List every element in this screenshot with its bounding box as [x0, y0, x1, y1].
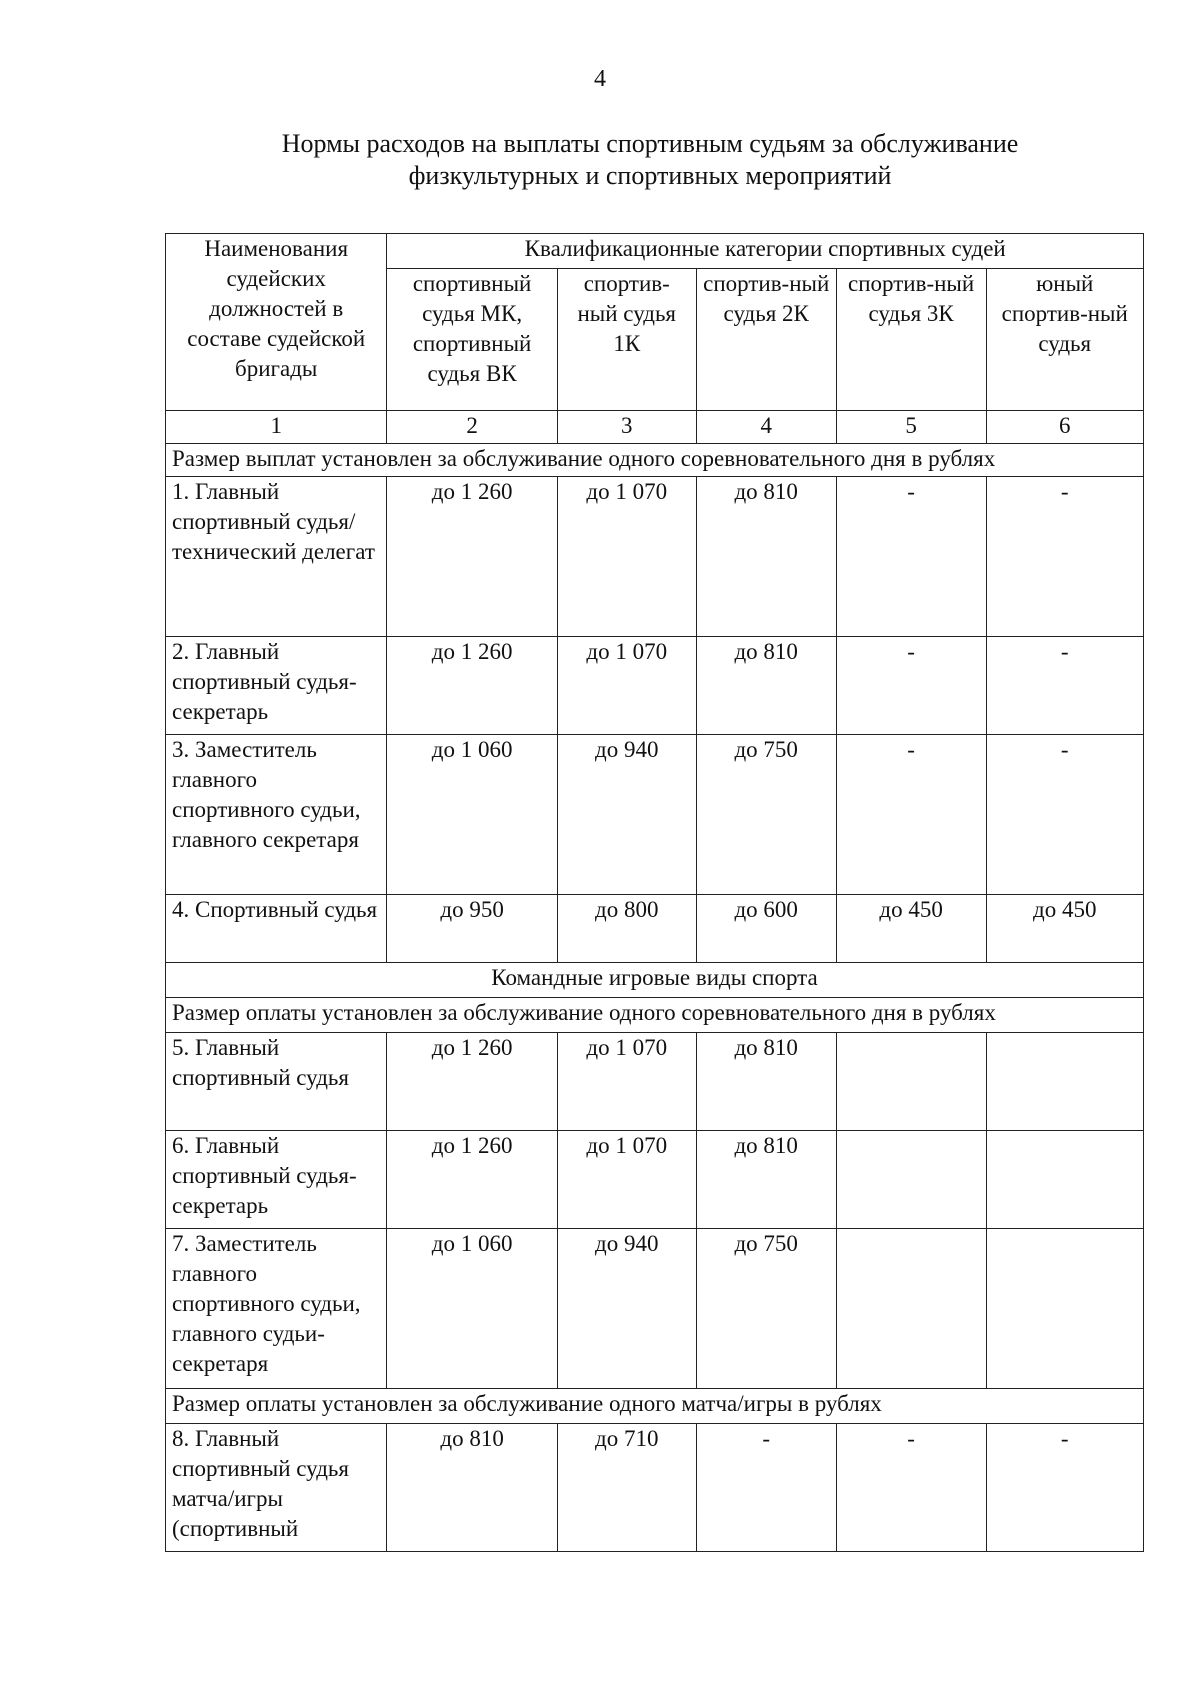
column-number: 5 [836, 411, 986, 444]
header-category: спортивный судья МК, спортивный судья ВК [387, 269, 557, 411]
table-row [166, 735, 1144, 895]
header-row [166, 234, 1144, 269]
rate-cell: до 1 260 [387, 477, 557, 637]
section-heading: Командные игровые виды спорта [166, 963, 1144, 998]
section-heading: Размер выплат установлен за обслуживание одного соревновательного дня в рублях [166, 444, 1144, 477]
table-row [166, 637, 1144, 735]
position-name: 8. Главный спортивный судья матча/игры (спортивный [166, 1424, 387, 1552]
rate-cell: - [986, 637, 1144, 735]
rate-cell: до 1 060 [387, 735, 557, 895]
rate-cell: до 450 [836, 895, 986, 963]
rate-cell: до 450 [986, 895, 1144, 963]
rate-cell: до 1 070 [557, 477, 696, 637]
header-category: юный спортив-ный судья [986, 269, 1144, 411]
section-row [166, 444, 1144, 477]
rate-cell: до 710 [557, 1424, 696, 1552]
position-name: 6. Главный спортивный судья-секретарь [166, 1131, 387, 1229]
rate-cell: до 810 [696, 477, 836, 637]
rate-cell: до 810 [696, 1131, 836, 1229]
position-name: 7. Заместитель главного спортивного судьи, главного судьи-секретаря [166, 1229, 387, 1389]
title-line-1: Нормы расходов на выплаты спортивным судьям за обслуживание [281, 129, 1019, 158]
header-category: спортив-ный судья 2К [696, 269, 836, 411]
rate-cell: - [836, 1424, 986, 1552]
column-number: 4 [696, 411, 836, 444]
header-category: спортив-ный судья 1К [557, 269, 696, 411]
section-row [166, 998, 1144, 1033]
table-row [166, 1131, 1144, 1229]
rate-cell: до 1 260 [387, 637, 557, 735]
rate-cell: - [986, 735, 1144, 895]
rate-cell: до 950 [387, 895, 557, 963]
column-number: 2 [387, 411, 557, 444]
section-heading: Размер оплаты установлен за обслуживание одного матча/игры в рублях [166, 1389, 1144, 1424]
position-name: 1. Главный спортивный судья/ технический делегат [166, 477, 387, 637]
rate-cell: - [986, 1424, 1144, 1552]
title-line-2: физкультурных и спортивных мероприятий [408, 161, 892, 190]
column-number: 1 [166, 411, 387, 444]
header-position-names: Наименования судейских должностей в составе судейской бригады [166, 234, 387, 411]
column-number: 3 [557, 411, 696, 444]
section-row [166, 1389, 1144, 1424]
rate-cell: до 1 070 [557, 637, 696, 735]
rate-cell: до 1 260 [387, 1131, 557, 1229]
rate-cell: до 750 [696, 1229, 836, 1389]
rate-cell [986, 1131, 1144, 1229]
rate-cell: до 810 [696, 637, 836, 735]
column-numbers-row [166, 411, 1144, 444]
header-category: спортив-ный судья 3К [836, 269, 986, 411]
document-title [150, 128, 1150, 192]
page-number: 4 [594, 66, 606, 92]
column-number: 6 [986, 411, 1144, 444]
rate-cell: до 800 [557, 895, 696, 963]
table-row [166, 1033, 1144, 1131]
rate-cell: до 940 [557, 1229, 696, 1389]
rate-cell: - [696, 1424, 836, 1552]
rate-cell [836, 1131, 986, 1229]
header-categories-group: Квалификационные категории спортивных судей [387, 234, 1144, 269]
position-name: 2. Главный спортивный судья-секретарь [166, 637, 387, 735]
rate-cell: до 940 [557, 735, 696, 895]
rate-cell: до 1 060 [387, 1229, 557, 1389]
rate-cell: до 810 [696, 1033, 836, 1131]
section-row [166, 963, 1144, 998]
rate-cell: до 1 070 [557, 1131, 696, 1229]
rate-cell [986, 1033, 1144, 1131]
rate-cell: до 1 260 [387, 1033, 557, 1131]
rate-cell [836, 1033, 986, 1131]
rate-cell [986, 1229, 1144, 1389]
table-row [166, 1424, 1144, 1552]
rate-cell: до 600 [696, 895, 836, 963]
table-row [166, 1229, 1144, 1389]
position-name: 4. Спортивный судья [166, 895, 387, 963]
position-name: 5. Главный спортивный судья [166, 1033, 387, 1131]
section-heading: Размер оплаты установлен за обслуживание одного соревновательного дня в рублях [166, 998, 1144, 1033]
rate-cell: - [836, 637, 986, 735]
table-row [166, 895, 1144, 963]
norms-table [165, 233, 1144, 1552]
rate-cell: - [986, 477, 1144, 637]
rate-cell: - [836, 477, 986, 637]
table-row [166, 477, 1144, 637]
rate-cell: до 750 [696, 735, 836, 895]
rate-cell: - [836, 735, 986, 895]
position-name: 3. Заместитель главного спортивного судьи, главного секретаря [166, 735, 387, 895]
rate-cell: до 1 070 [557, 1033, 696, 1131]
rate-cell: до 810 [387, 1424, 557, 1552]
rate-cell [836, 1229, 986, 1389]
